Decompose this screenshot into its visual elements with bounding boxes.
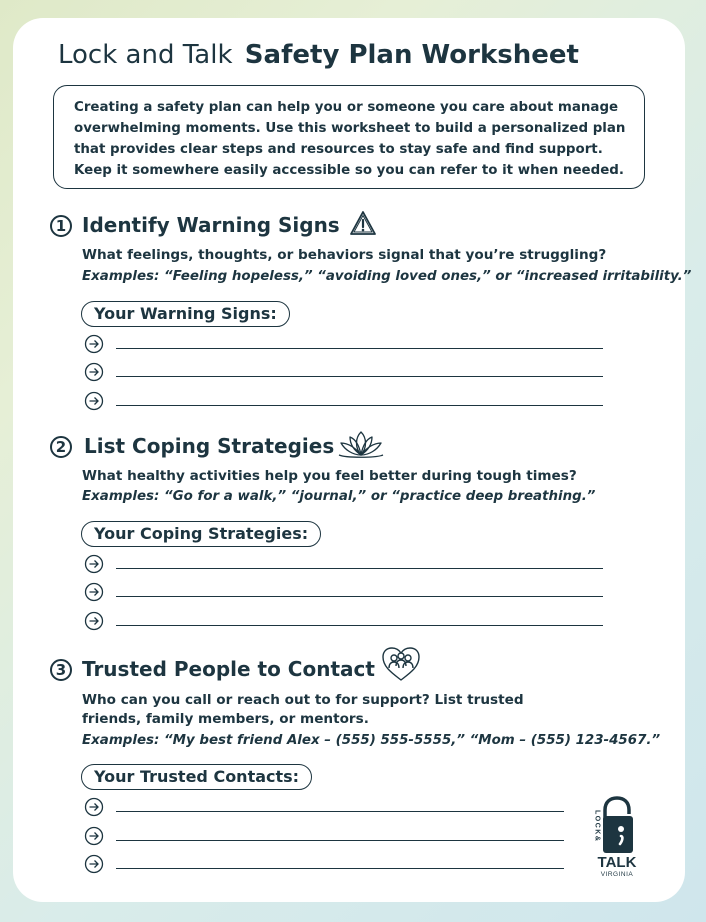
- section-examples: Examples: “My best friend Alex – (555) 555-5555,” “Mom – (555) 123-4567.”: [82, 733, 661, 748]
- answer-line[interactable]: [116, 811, 564, 812]
- lotus-icon: [336, 429, 386, 459]
- answer-label: Your Warning Signs:: [81, 301, 290, 327]
- section-question: Who can you call or reach out to for support? List trusted friends, family members, or mentors.: [82, 692, 524, 727]
- answer-label: Your Coping Strategies:: [81, 521, 321, 547]
- section-heading: Identify Warning Signs: [82, 213, 340, 237]
- answer-line[interactable]: [116, 596, 603, 597]
- answer-line[interactable]: [116, 625, 603, 626]
- answer-line[interactable]: [116, 840, 564, 841]
- title-light: Lock and Talk: [58, 40, 233, 70]
- lock-and-talk-logo: [592, 796, 642, 878]
- arrow-icon: [84, 334, 104, 354]
- title-bold: Safety Plan Worksheet: [244, 40, 579, 70]
- warning-icon: [349, 210, 377, 237]
- logo-sub: VIRGINIA: [600, 871, 634, 878]
- intro-box: Creating a safety plan can help you or someone you care about manage overwhelming moments. Use this worksheet to build a personalized plan that provides clear steps and resources to stay safe and find support. Keep it somewhere easily accessible so you can refer to it when needed.: [53, 85, 645, 189]
- logo-stack-text: LOCK&: [593, 810, 601, 843]
- answer-line[interactable]: [116, 376, 603, 377]
- section-number: 2: [50, 436, 72, 458]
- section-question: What healthy activities help you feel better during tough times?: [82, 468, 577, 484]
- section-heading: List Coping Strategies: [84, 434, 335, 458]
- arrow-icon: [84, 797, 104, 817]
- logo-word: TALK: [597, 854, 637, 871]
- section-number: 3: [50, 659, 72, 681]
- answer-line[interactable]: [116, 868, 564, 869]
- answer-label: Your Trusted Contacts:: [81, 764, 312, 790]
- arrow-icon: [84, 391, 104, 411]
- section-heading: Trusted People to Contact: [82, 657, 375, 681]
- section-number: 1: [50, 215, 72, 237]
- arrow-icon: [84, 826, 104, 846]
- page-title: [58, 40, 579, 70]
- section-question: What feelings, thoughts, or behaviors signal that you’re struggling?: [82, 247, 607, 263]
- arrow-icon: [84, 362, 104, 382]
- answer-line[interactable]: [116, 405, 603, 406]
- arrow-icon: [84, 854, 104, 874]
- section-examples: Examples: “Feeling hopeless,” “avoiding loved ones,” or “increased irritability.”: [82, 269, 692, 284]
- arrow-icon: [84, 582, 104, 602]
- answer-line[interactable]: [116, 568, 603, 569]
- section-examples: Examples: “Go for a walk,” “journal,” or “practice deep breathing.”: [82, 489, 596, 504]
- arrow-icon: [84, 611, 104, 631]
- arrow-icon: [84, 554, 104, 574]
- people-heart-icon: [380, 645, 422, 683]
- answer-line[interactable]: [116, 348, 603, 349]
